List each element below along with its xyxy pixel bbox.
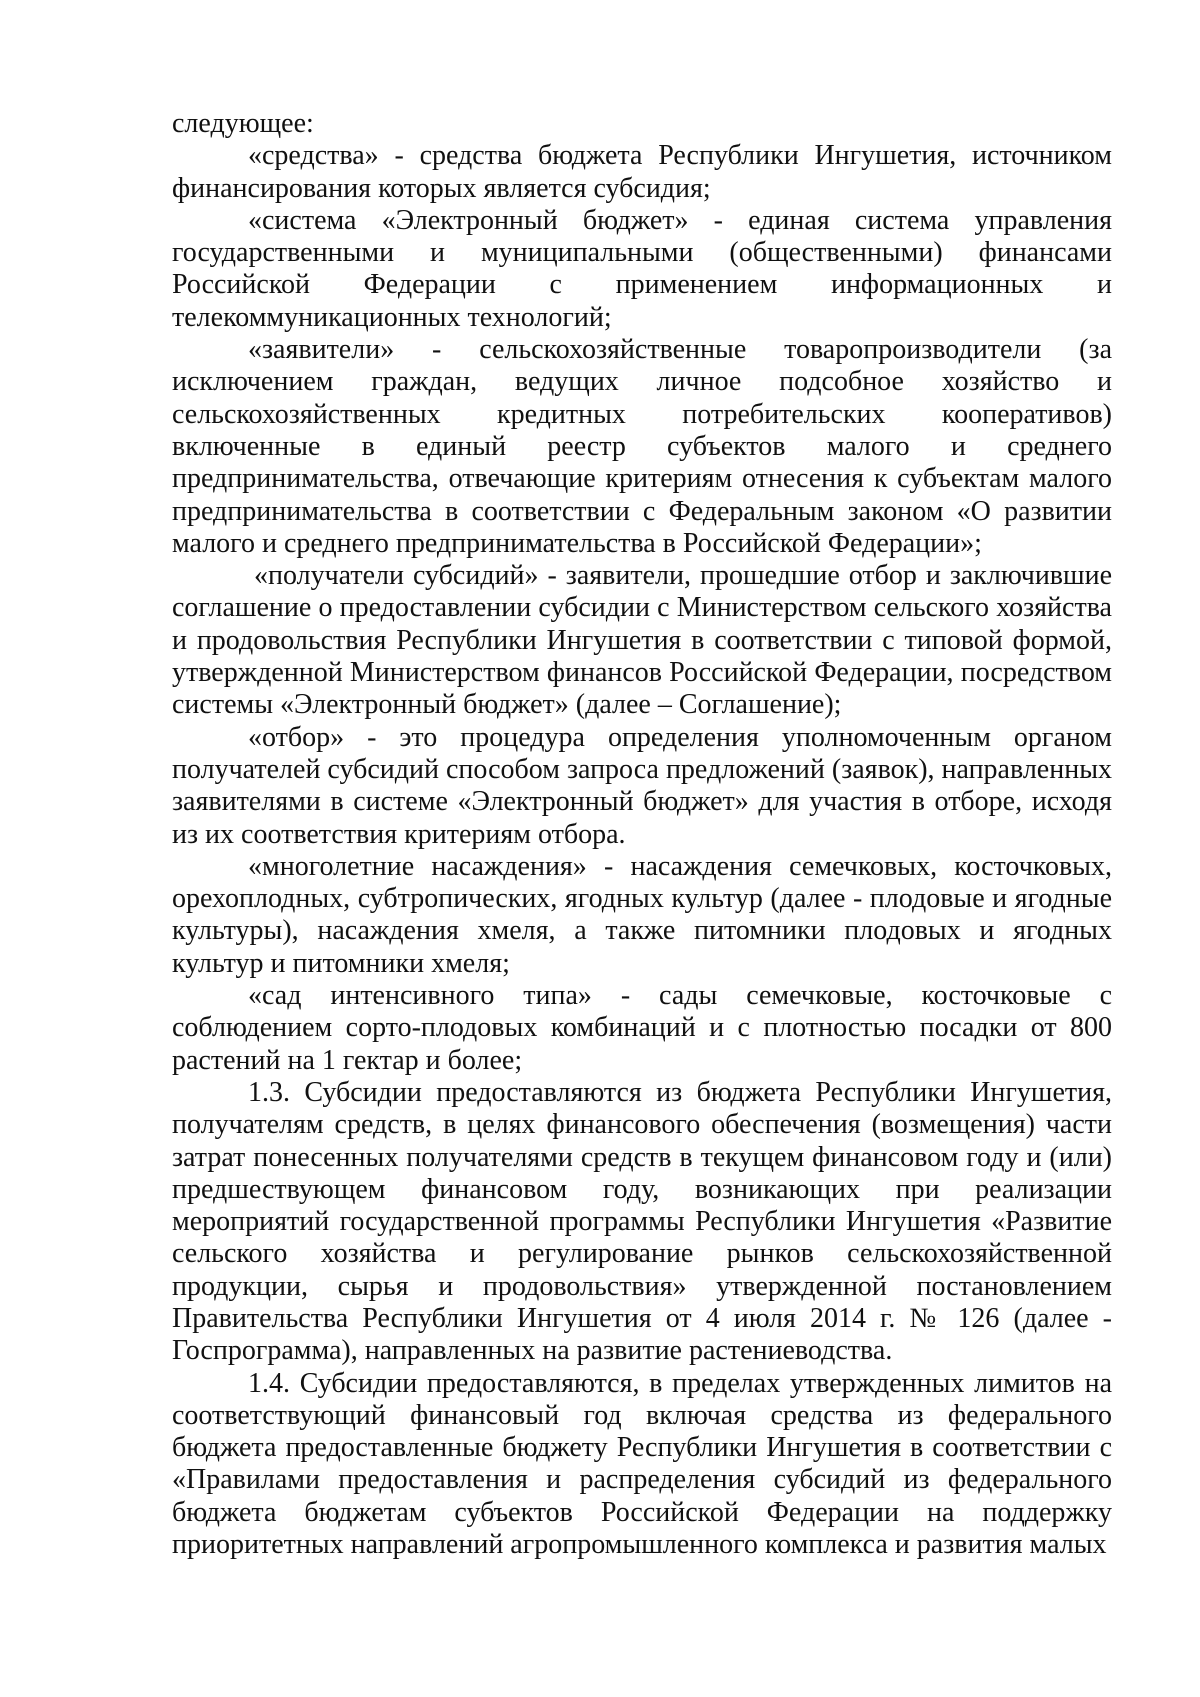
paragraph-section-1-4: 1.4. Субсидии предоставляются, в пределах утвержденных лимитов на соответствующий финансовый год включая средства из федерального бюджета предоставленные бюджету Республики Ингушетия в соответствии с «Правилами предоставления и распределения субсидий из федерального бюджета бюджетам субъектов Российской Федерации на поддержку приоритетных направлений агропромышленного комплекса и развития малых	[172, 1367, 1112, 1561]
paragraph-intro: следующее:	[172, 108, 314, 139]
paragraph-section-1-3: 1.3. Субсидии предоставляются из бюджета Республики Ингушетия, получателям средств, в целях финансового обеспечения (возмещения) части затрат понесенных получателями средств в текущем финансовом году и (или) предшествующем финансовом году, возникающих при реализации мероприятий государственной программы Республики Ингушетия «Развитие сельского хозяйства и регулирование рынков сельскохозяйственной продукции, сырья и продовольствия» утвержденной постановлением Правительства Республики Ингушетия от 4 июля 2014 г. № 126 (далее - Госпрограмма), направленных на развитие растениеводства.	[172, 1076, 1112, 1367]
paragraph-definition-perennial-plantings: «многолетние насаждения» - насаждения семечковых, косточковых, орехоплодных, субтропических, ягодных культур (далее - плодовые и ягодные культуры), насаждения хмеля, а также питомники плодовых и ягодных культур и питомники хмеля;	[172, 850, 1112, 979]
paragraph-definition-selection: «отбор» - это процедура определения уполномоченным органом получателей субсидий способом запроса предложений (заявок), направленных заявителями в системе «Электронный бюджет» для участия в отборе, исходя из их соответствия критериям отбора.	[172, 721, 1113, 850]
paragraph-definition-electronic-budget: «система «Электронный бюджет» - единая система управления государственными и муниципальными (общественными) финансами Российской Федерации с применением информационных и телекоммуникационных технологий;	[172, 204, 1112, 333]
paragraph-definition-funds: «средства» - средства бюджета Республики Ингушетия, источником финансирования которых является субсидия;	[172, 140, 1112, 204]
paragraph-definition-applicants: «заявители» - сельскохозяйственные товаропроизводители (за исключением граждан, ведущих личное подсобное хозяйство и сельскохозяйственных кредитных потребительских кооперативов) включенные в единый реестр субъектов малого и среднего предпринимательства, отвечающие критериям отнесения к субъектам малого предпринимательства в соответствии с Федеральным законом «О развитии малого и среднего предпринимательства в Российской Федерации»;	[172, 334, 1112, 559]
document-body	[172, 108, 1112, 1561]
paragraph-definition-intensive-garden: «сад интенсивного типа» - сады семечковые, косточковые с соблюдением сорто-плодовых комбинаций и с плотностью посадки от 800 растений на 1 гектар и более;	[172, 980, 1112, 1076]
paragraph-definition-recipients: «получатели субсидий» - заявители, прошедшие отбор и заключившие соглашение о предоставлении субсидии с Министерством сельского хозяйства и продовольствия Республики Ингушетия в соответствии с типовой формой, утвержденной Министерством финансов Российской Федерации, посредством системы «Электронный бюджет» (далее – Соглашение);	[172, 560, 1112, 721]
